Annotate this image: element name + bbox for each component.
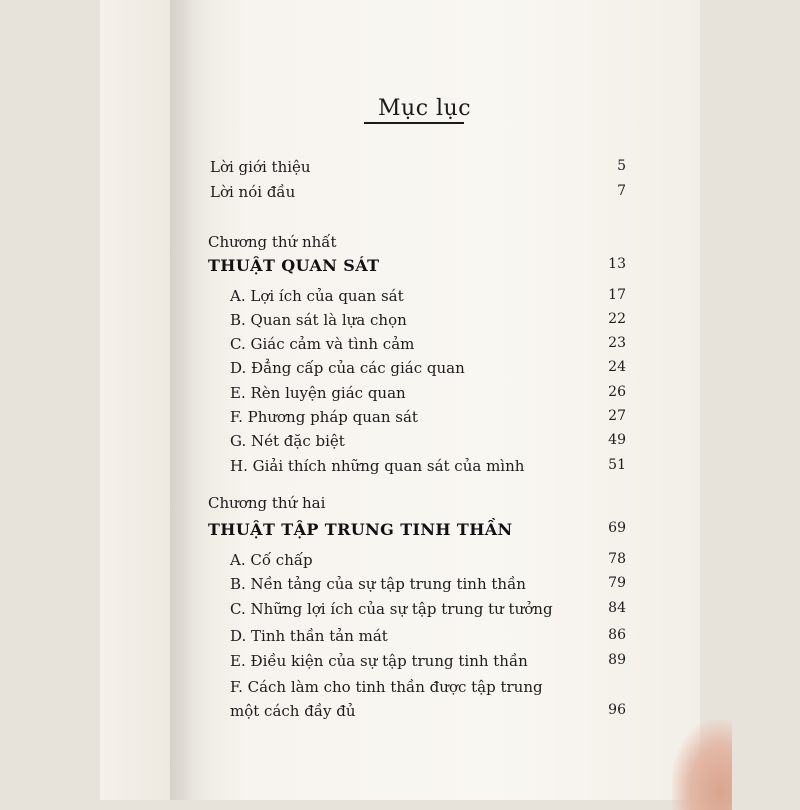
chapter-1-title: THUẬT QUAN SÁT [208, 256, 380, 275]
toc-entry-label: E. Điều kiện của sự tập trung tinh thần [230, 652, 528, 670]
toc-entry[interactable] [0, 627, 800, 651]
toc-entry-page: 89 [608, 652, 626, 668]
toc-entry-preface[interactable] [0, 183, 800, 207]
chapter-2-title: THUẬT TẬP TRUNG TINH THẦN [208, 520, 513, 539]
toc-entry[interactable] [0, 408, 800, 432]
page-title: Mục lục [378, 96, 472, 121]
toc-entry-label: D. Đẳng cấp của các giác quan [230, 359, 465, 377]
toc-entry[interactable] [0, 652, 800, 676]
toc-entry[interactable] [0, 575, 800, 599]
toc-entry[interactable] [0, 600, 800, 624]
toc-entry-label: B. Quan sát là lựa chọn [230, 311, 407, 329]
toc-entry[interactable] [0, 432, 800, 456]
toc-entry-label: A. Lợi ích của quan sát [230, 287, 404, 305]
toc-entry-label: H. Giải thích những quan sát của mình [230, 457, 525, 475]
toc-entry-label: D. Tinh thần tản mát [230, 627, 388, 645]
toc-entry-page: 26 [608, 384, 626, 400]
chapter-1-page: 13 [608, 256, 626, 272]
toc-entry[interactable] [0, 678, 800, 702]
toc-entry-page: 79 [608, 575, 626, 591]
toc-entry[interactable] [0, 335, 800, 359]
toc-entry-page: 7 [617, 183, 626, 199]
toc-entry-label: một cách đầy đủ [230, 702, 356, 720]
toc-entry-page: 27 [608, 408, 626, 424]
toc-entry-label: F. Phương pháp quan sát [230, 408, 418, 426]
toc-entry[interactable] [0, 311, 800, 335]
toc-entry[interactable] [0, 287, 800, 311]
title-underline [364, 122, 464, 124]
toc-entry-page: 78 [608, 551, 626, 567]
toc-entry[interactable] [0, 359, 800, 383]
chapter-2-label: Chương thứ hai [208, 494, 326, 512]
chapter-2-page: 69 [608, 520, 626, 536]
toc-entry-label: C. Giác cảm và tình cảm [230, 335, 415, 353]
toc-entry-continued[interactable] [0, 702, 800, 726]
toc-entry-label: B. Nền tảng của sự tập trung tinh thần [230, 575, 526, 593]
chapter-1-heading[interactable] [0, 256, 800, 280]
toc-entry-label: A. Cố chấp [230, 551, 313, 569]
toc-entry[interactable] [0, 384, 800, 408]
toc-entry-label: Lời nói đầu [210, 183, 296, 201]
toc-entry-page: 5 [617, 158, 626, 174]
toc-entry[interactable] [0, 551, 800, 575]
toc-entry-page: 51 [608, 457, 626, 473]
toc-entry-page: 17 [608, 287, 626, 303]
toc-entry-label: Lời giới thiệu [210, 158, 311, 176]
toc-entry-page: 84 [608, 600, 626, 616]
toc-entry-page: 49 [608, 432, 626, 448]
toc-entry-page: 22 [608, 311, 626, 327]
toc-entry-label: E. Rèn luyện giác quan [230, 384, 406, 402]
toc-entry-label: F. Cách làm cho tinh thần được tập trung [230, 678, 543, 696]
chapter-1-label: Chương thứ nhất [208, 233, 337, 251]
toc-entry[interactable] [0, 457, 800, 481]
toc-entry-page: 96 [608, 702, 626, 718]
chapter-2-heading[interactable] [0, 520, 800, 544]
toc-entry-label: C. Những lợi ích của sự tập trung tư tưởng [230, 600, 553, 618]
toc-entry-page: 24 [608, 359, 626, 375]
thumb [672, 720, 732, 810]
toc-entry-page: 23 [608, 335, 626, 351]
toc-entry-page: 86 [608, 627, 626, 643]
toc-entry-intro[interactable] [0, 158, 800, 182]
toc-entry-label: G. Nét đặc biệt [230, 432, 345, 450]
